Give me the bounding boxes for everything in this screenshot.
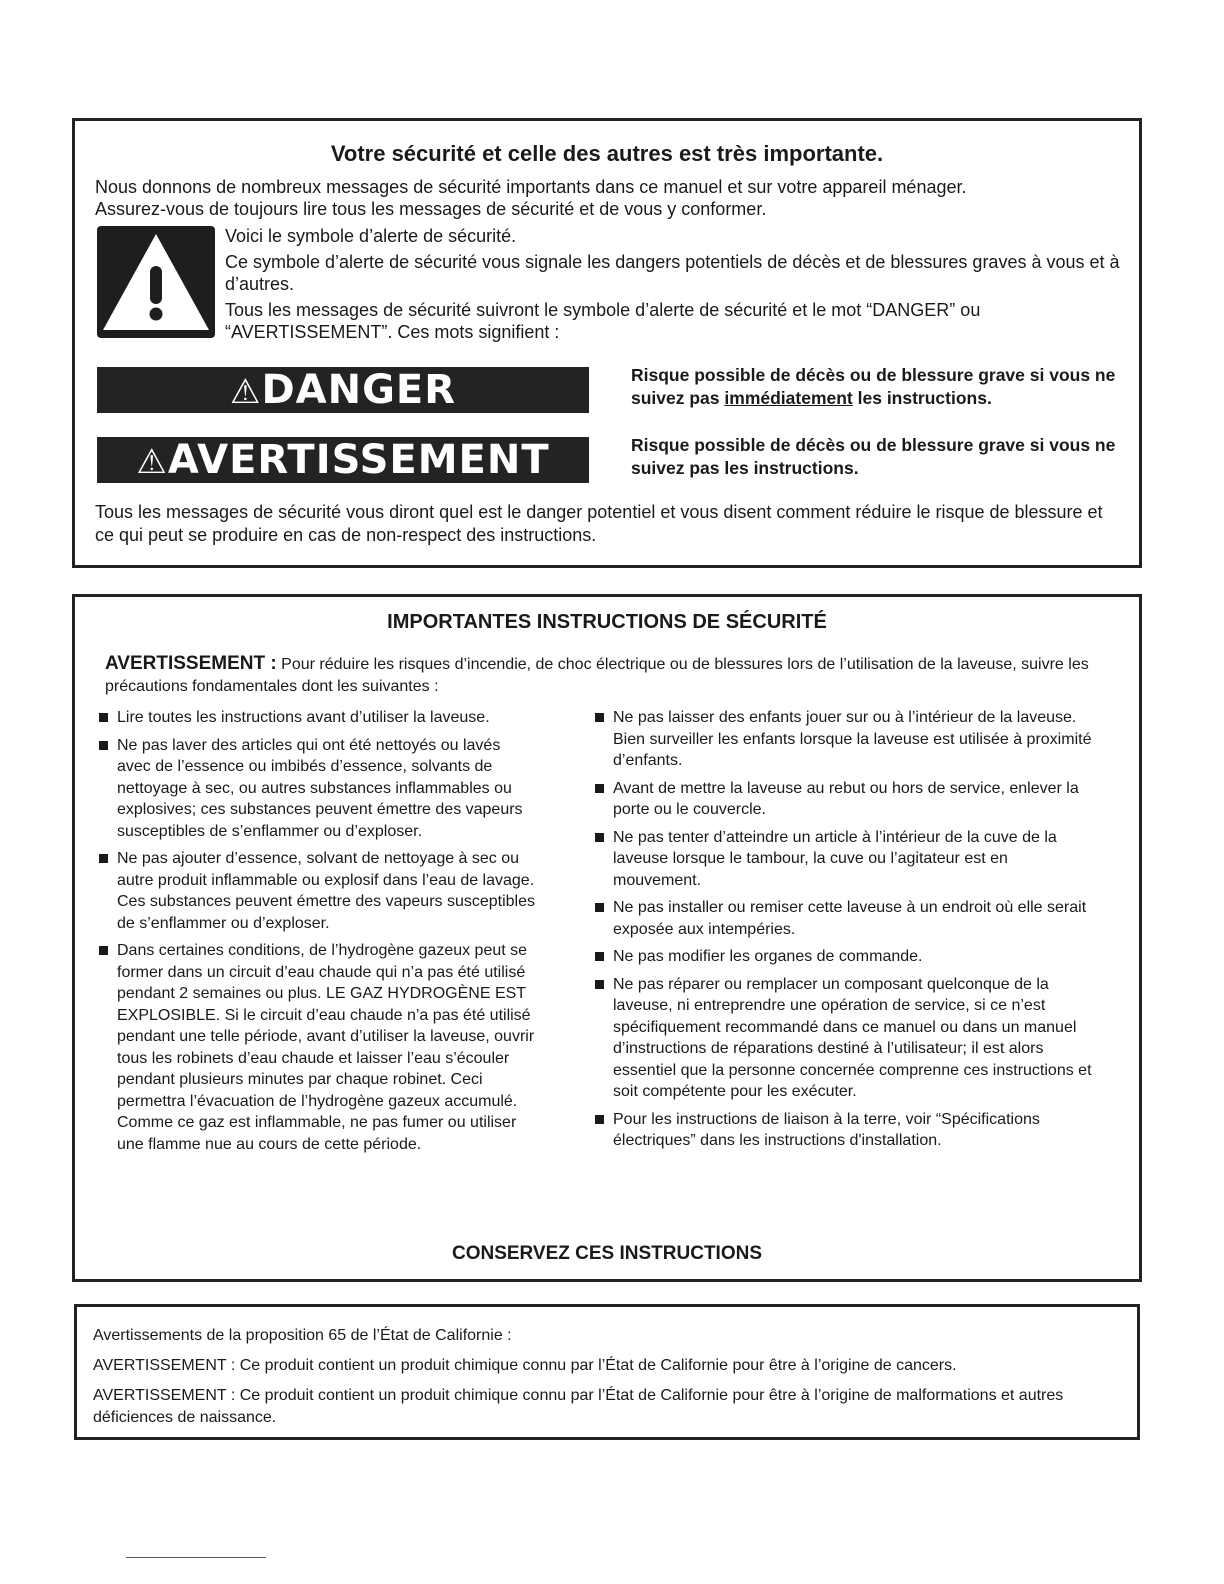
bullet-square-icon	[595, 980, 604, 989]
list-item-text: Lire toutes les instructions avant d’utiliser la laveuse.	[117, 709, 490, 726]
instructions-right-column	[593, 707, 1093, 1158]
danger-description	[631, 364, 1131, 410]
list-item	[593, 974, 1093, 1103]
list-item-text: Ne pas installer ou remiser cette laveuse à un endroit où elle serait exposée aux intempéries.	[613, 899, 1087, 938]
list-item	[593, 707, 1093, 772]
list-item-text: Ne pas ajouter d’essence, solvant de nettoyage à sec ou autre produit inflammable ou explosif dans l’eau de lavage. Ces substances peuvent émettre des vapeurs susceptibles de s’enflammer ou d’exploser.	[117, 850, 536, 932]
safety-intro-line2: Assurez-vous de toujours lire tous les messages de sécurité et de vous y conformer.	[95, 199, 767, 219]
bullet-square-icon	[595, 713, 604, 722]
list-item-text: Avant de mettre la laveuse au rebut ou hors de service, enlever la porte ou le couvercle.	[613, 779, 1079, 818]
alert-text-2: Ce symbole d’alerte de sécurité vous signale les dangers potentiels de décès et de blessures graves à vous et à d’autres.	[225, 252, 1120, 294]
alert-explanation	[225, 225, 1125, 347]
instructions-left-column	[97, 707, 537, 1161]
avertissement-description: Risque possible de décès ou de blessure grave si vous ne suivez pas les instructions.	[631, 435, 1116, 478]
divider-line	[126, 1557, 266, 1558]
list-item-text: Pour les instructions de liaison à la terre, voir “Spécifications électriques” dans les instructions d'installation.	[613, 1110, 1040, 1149]
list-item	[97, 848, 537, 934]
list-item	[593, 1109, 1093, 1152]
avertissement-banner	[97, 437, 589, 483]
list-item-text: Ne pas laisser des enfants jouer sur ou à l’intérieur de la laveuse. Bien surveiller les enfants lorsque la laveuse est utilisée à proximité d’enfants.	[613, 709, 1092, 769]
warning-triangle-icon: ⚠	[136, 442, 168, 482]
safety-intro	[95, 176, 1115, 220]
safety-alert-icon	[97, 226, 215, 338]
list-item	[593, 897, 1093, 940]
danger-banner	[97, 367, 589, 413]
bullet-square-icon	[99, 713, 108, 722]
bullet-square-icon	[595, 903, 604, 912]
list-item	[593, 827, 1093, 892]
bullet-square-icon	[99, 946, 108, 955]
safety-footer: Tous les messages de sécurité vous diront quel est le danger potentiel et vous disent comment réduire le risque de blessure et ce qui peut se produire en cas de non-respect des instructions.	[95, 502, 1103, 545]
bullet-square-icon	[595, 833, 604, 842]
bullet-square-icon	[99, 741, 108, 750]
safety-intro-line1: Nous donnons de nombreux messages de sécurité importants dans ce manuel et sur votre appareil ménager.	[95, 177, 967, 197]
prop65-content	[93, 1325, 1123, 1437]
bullet-square-icon	[99, 854, 108, 863]
bullet-square-icon	[595, 952, 604, 961]
danger-desc-part1: Risque possible de décès ou de blessure grave si vous ne suivez pas	[631, 365, 1116, 408]
list-item	[97, 707, 537, 729]
alert-text-1: Voici le symbole d’alerte de sécurité.	[225, 226, 517, 246]
warning-lead: AVERTISSEMENT :	[105, 653, 277, 674]
list-item	[97, 940, 537, 1155]
prop65-warning-birth: AVERTISSEMENT : Ce produit contient un produit chimique connu par l’État de Californie pour être à l’origine de malformations et autres déficiences de naissance.	[93, 1387, 1064, 1426]
list-item-text: Ne pas laver des articles qui ont été nettoyés ou lavés avec de l’essence ou imbibés d’essence, solvants de nettoyage à sec, ou autres substances inflammables ou explosives; ces substances peuvent émettre des vapeurs susceptibles de s’enflammer ou d’exploser.	[117, 736, 523, 840]
instructions-warning	[105, 653, 1105, 698]
prop65-title: Avertissements de la proposition 65 de l’État de Californie :	[93, 1327, 512, 1344]
instructions-box	[72, 594, 1142, 1282]
safety-title: Votre sécurité et celle des autres est très importante.	[330, 141, 884, 166]
list-item	[593, 946, 1093, 968]
avertissement-label: AVERTISSEMENT	[167, 437, 550, 483]
conserve-instructions: CONSERVEZ CES INSTRUCTIONS	[451, 1243, 763, 1264]
prop65-warning-cancer: AVERTISSEMENT : Ce produit contient un produit chimique connu par l’État de Californie pour être à l’origine de cancers.	[93, 1357, 957, 1374]
bullet-square-icon	[595, 784, 604, 793]
list-item-text: Ne pas tenter d’atteindre un article à l’intérieur de la cuve de la laveuse lorsque le tambour, la cuve ou l’agitateur est en mouvement.	[613, 828, 1057, 889]
danger-desc-emphasis: immédiatement	[724, 388, 853, 408]
warning-intro-text: Pour réduire les risques d’incendie, de choc électrique ou de blessures lors de l’utilisation de la laveuse, suivre les précautions fondamentales dont les suivantes :	[105, 656, 1089, 695]
bullet-square-icon	[595, 1115, 604, 1124]
instructions-title: IMPORTANTES INSTRUCTIONS DE SÉCURITÉ	[387, 611, 827, 633]
warning-triangle-icon: ⚠	[229, 372, 262, 412]
list-item	[97, 735, 537, 843]
list-item	[593, 778, 1093, 821]
danger-desc-part2: les instructions.	[852, 388, 992, 408]
list-item-text: Ne pas réparer ou remplacer un composant quelconque de la laveuse, ni entreprendre une opération de service, si ce n’est spécifiquement recommandé dans ce manuel ou dans un manuel d’instructions de réparations destiné à l’utilisateur; il est alors essentiel que la personne concernée comprenne ces instructions et soit compétente pour les exécuter.	[613, 975, 1092, 1100]
prop65-box	[74, 1304, 1140, 1440]
safety-box	[72, 118, 1142, 568]
danger-label: DANGER	[261, 367, 457, 413]
alert-text-3: Tous les messages de sécurité suivront le symbole d’alerte de sécurité et le mot “DANGER” ou “AVERTISSEMENT”. Ces mots signifient :	[225, 300, 981, 342]
list-item-text: Dans certaines conditions, de l’hydrogène gazeux peut se former dans un circuit d’eau chaude qui n’a pas été utilisé pendant 2 semaines ou plus. LE GAZ HYDROGÈNE EST EXPLOSIBLE. Si le circuit d’eau chaude n’a pas été utilisé pendant une telle période, avant d’utiliser la laveuse, ouvrir tous les robinets d’eau chaude et laisser l’eau s’écouler pendant plusieurs minutes par chaque robinet. Ceci permettra l’évacuation de l’hydrogène gazeux accumulé. Comme ce gaz est inflammable, ne pas fumer ou utiliser une flamme nue au cours de cette période.	[117, 942, 535, 1153]
list-item-text: Ne pas modifier les organes de commande.	[613, 948, 923, 965]
